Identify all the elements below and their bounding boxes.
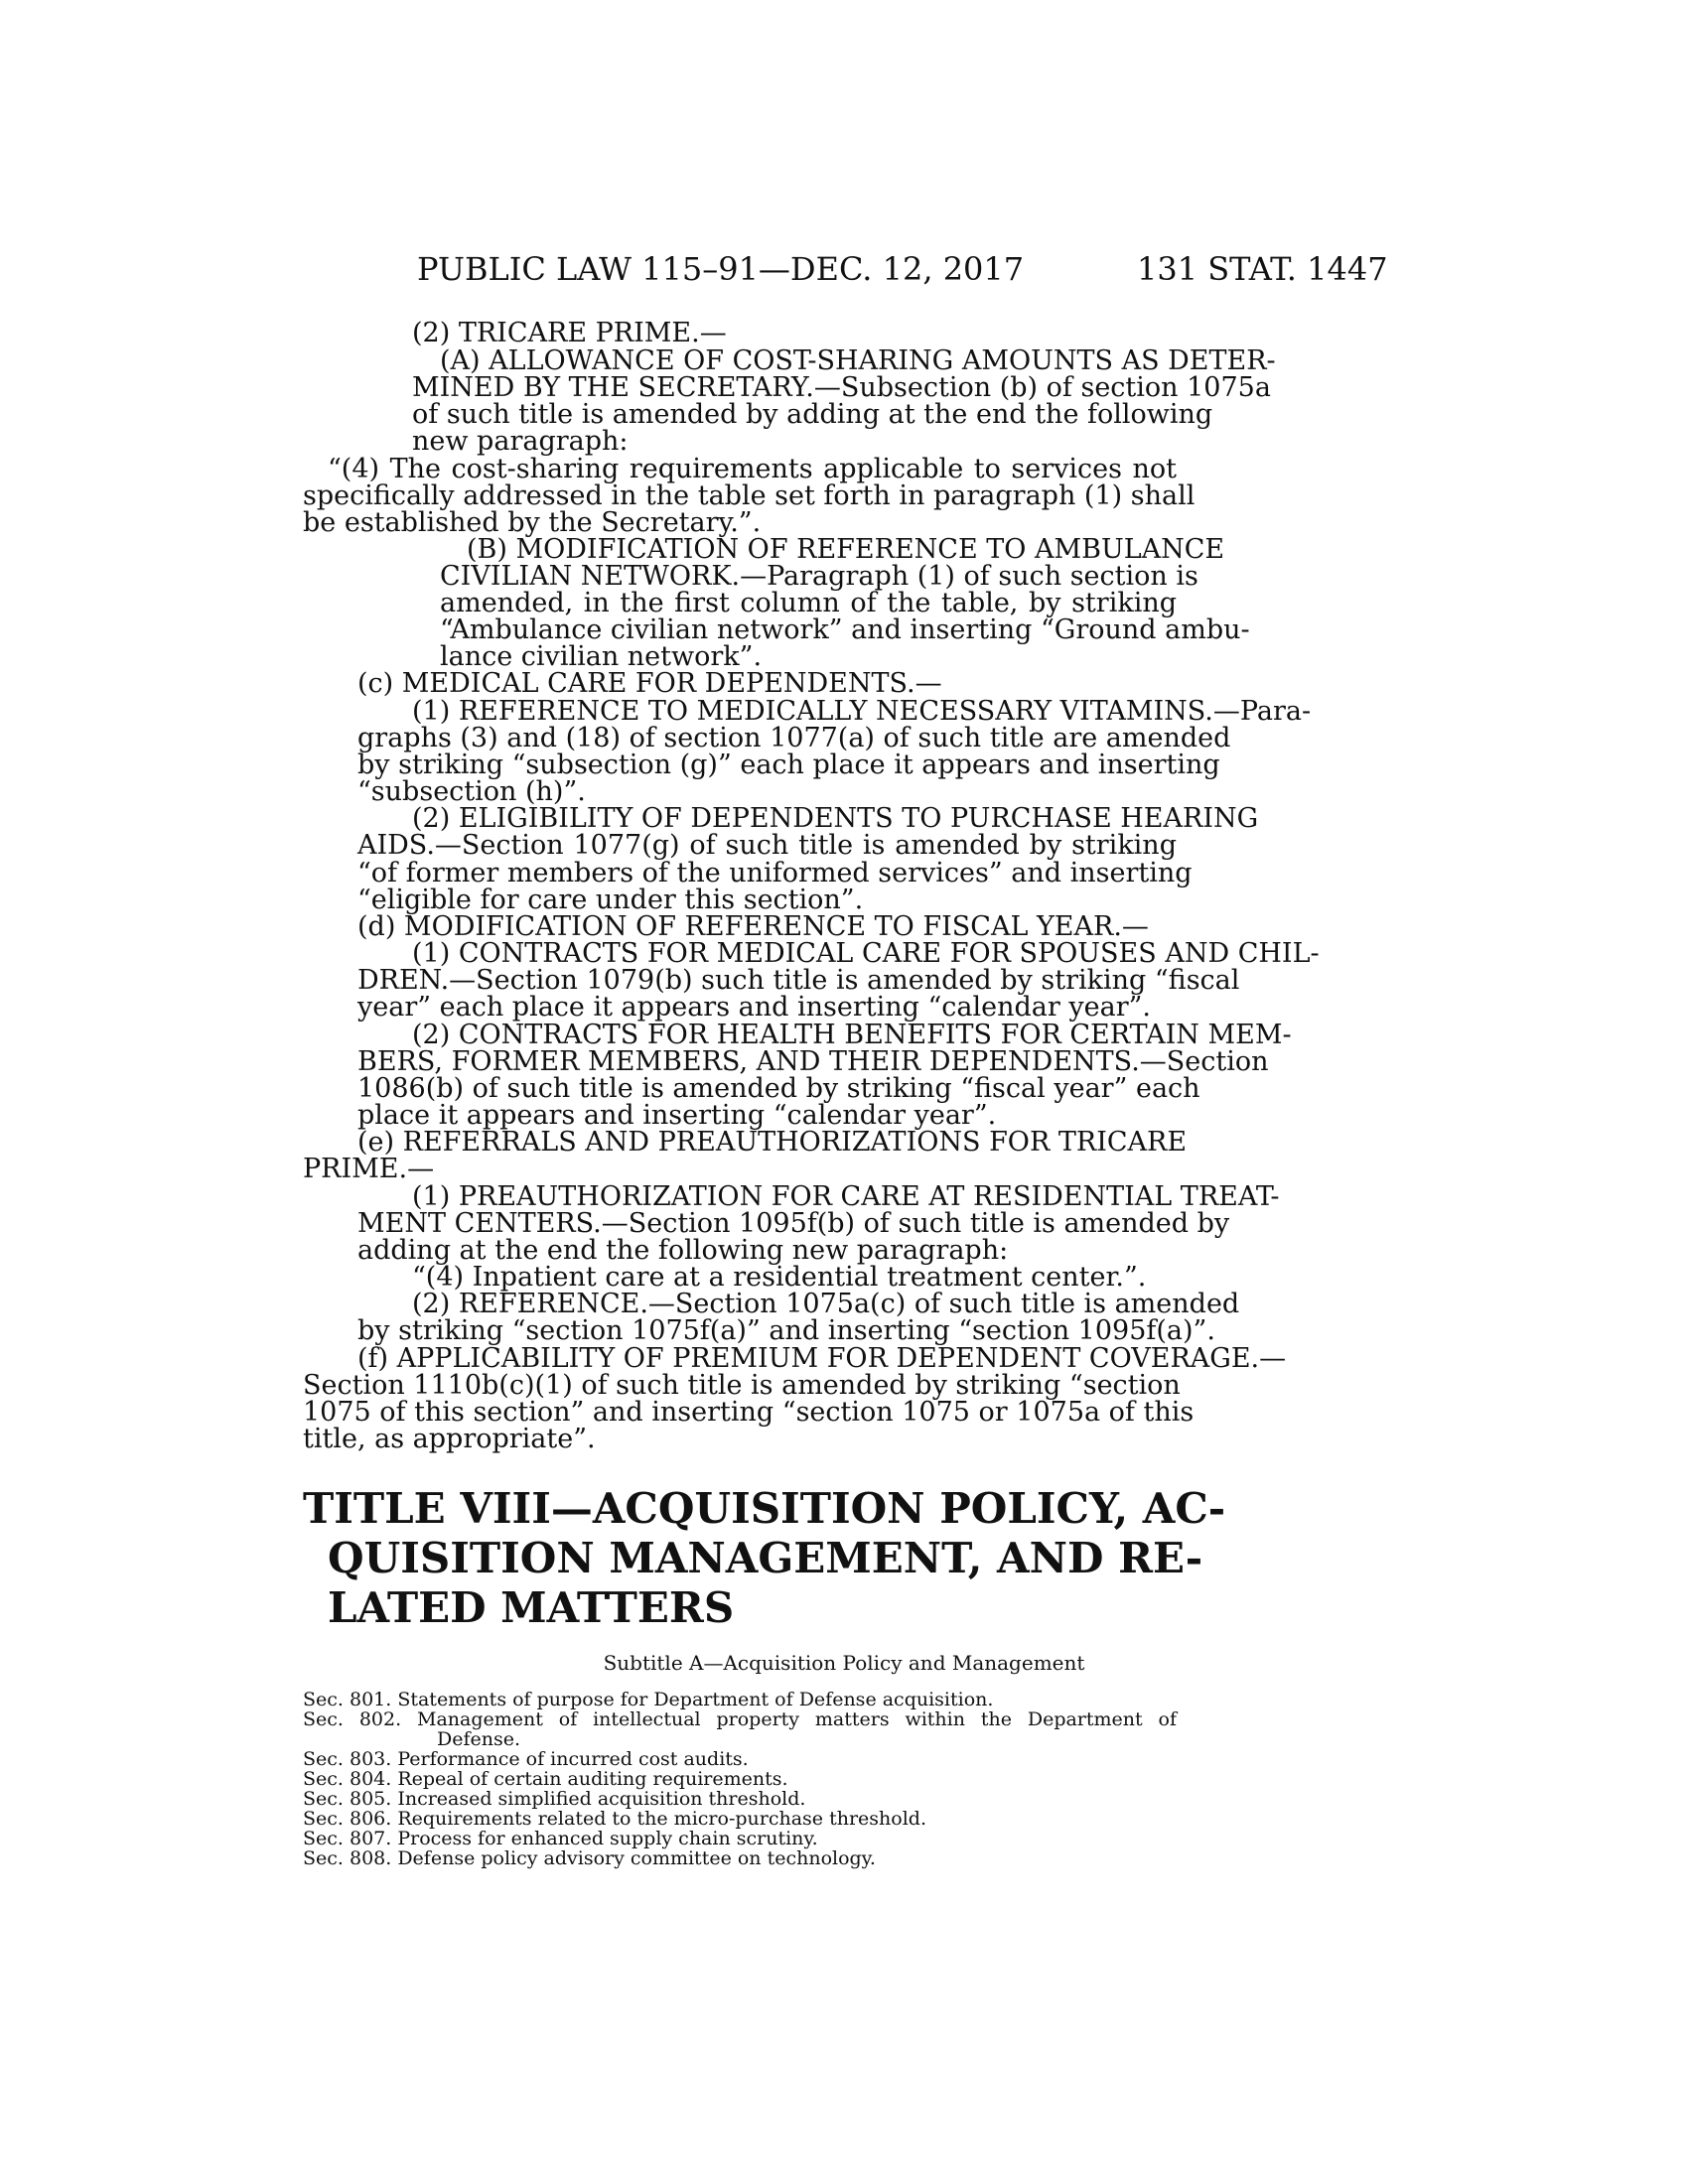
text-line: “of former members of the uniformed services” and inserting bbox=[357, 858, 1193, 888]
text-line: 1075 of this section” and inserting “section 1075 or 1075a of this bbox=[303, 1397, 1195, 1428]
text-line: of such title is amended by adding at the end the following bbox=[412, 399, 1213, 430]
text-line: DREN.—Section 1079(b) such title is amended by striking “fiscal bbox=[357, 965, 1240, 996]
text-line: (B) MODIFICATION OF REFERENCE TO AMBULANCE bbox=[467, 534, 1225, 565]
text-line: AIDS.—Section 1077(g) of such title is amended by striking bbox=[357, 830, 1177, 861]
text-line: Section 1110b(c)(1) of such title is amended by striking “section bbox=[303, 1370, 1181, 1401]
text-line: “eligible for care under this section”. bbox=[357, 885, 864, 915]
text-line: “(4) Inpatient care at a residential treatment center.”. bbox=[412, 1262, 1147, 1293]
text-line: year” each place it appears and inserting “calendar year”. bbox=[357, 992, 1152, 1023]
text-line: “(4) The cost-sharing requirements applicable to services not bbox=[328, 454, 1177, 484]
toc-entry: Sec. 805. Increased simplified acquisition threshold. bbox=[303, 1788, 806, 1810]
page-citation: 131 STAT. 1447 bbox=[1137, 250, 1388, 288]
text-line: (d) MODIFICATION OF REFERENCE TO FISCAL YEAR.— bbox=[357, 911, 1149, 942]
text-line: (e) REFERRALS AND PREAUTHORIZATIONS FOR TRICARE bbox=[357, 1127, 1188, 1158]
text-line: MINED BY THE SECRETARY.—Subsection (b) of section 1075a bbox=[412, 372, 1271, 403]
text-line: CIVILIAN NETWORK.—Paragraph (1) of such section is bbox=[440, 561, 1198, 592]
running-header: PUBLIC LAW 115–91—DEC. 12, 2017 bbox=[417, 250, 1025, 288]
toc-subtitle: Subtitle A—Acquisition Policy and Management bbox=[603, 1651, 1085, 1675]
text-line: MENT CENTERS.—Section 1095f(b) of such title is amended by bbox=[357, 1208, 1230, 1239]
text-line: (2) TRICARE PRIME.— bbox=[412, 318, 727, 348]
text-line: specifically addressed in the table set forth in paragraph (1) shall bbox=[303, 480, 1196, 511]
title-line: TITLE VIII—ACQUISITION POLICY, AC- bbox=[303, 1484, 1226, 1533]
toc-entry: Sec. 803. Performance of incurred cost audits. bbox=[303, 1748, 749, 1770]
toc-entry: Sec. 804. Repeal of certain auditing requirements. bbox=[303, 1768, 788, 1790]
text-line: graphs (3) and (18) of section 1077(a) of such title are amended bbox=[357, 723, 1231, 753]
toc-entry: Sec. 807. Process for enhanced supply chain scrutiny. bbox=[303, 1828, 818, 1849]
toc-entry: Sec. 801. Statements of purpose for Department of Defense acquisition. bbox=[303, 1689, 994, 1710]
toc-entry: Sec. 808. Defense policy advisory committee on technology. bbox=[303, 1847, 876, 1869]
text-line: by striking “section 1075f(a)” and inserting “section 1095f(a)”. bbox=[357, 1315, 1215, 1346]
text-line: new paragraph: bbox=[412, 426, 629, 457]
text-line: be established by the Secretary.”. bbox=[303, 507, 762, 538]
text-line: (2) REFERENCE.—Section 1075a(c) of such title is amended bbox=[412, 1289, 1240, 1319]
text-line: (1) CONTRACTS FOR MEDICAL CARE FOR SPOUSES AND CHIL- bbox=[412, 938, 1320, 969]
text-line: amended, in the first column of the table, by striking bbox=[440, 588, 1177, 618]
toc-entry: Sec. 802. Management of intellectual property matters within the Department of bbox=[303, 1708, 1177, 1730]
toc-entry: Defense. bbox=[437, 1728, 521, 1750]
text-line: 1086(b) of such title is amended by striking “fiscal year” each bbox=[357, 1073, 1200, 1104]
text-line: (c) MEDICAL CARE FOR DEPENDENTS.— bbox=[357, 668, 942, 699]
text-line: adding at the end the following new paragraph: bbox=[357, 1235, 1009, 1266]
text-line: (1) PREAUTHORIZATION FOR CARE AT RESIDENTIAL TREAT- bbox=[412, 1181, 1280, 1212]
text-line: “Ambulance civilian network” and inserting “Ground ambu- bbox=[440, 614, 1250, 645]
text-line: lance civilian network”. bbox=[440, 641, 763, 672]
title-line: QUISITION MANAGEMENT, AND RE- bbox=[328, 1534, 1203, 1582]
text-line: “subsection (h)”. bbox=[357, 776, 586, 807]
text-line: (A) ALLOWANCE OF COST-SHARING AMOUNTS AS DETER- bbox=[440, 345, 1276, 376]
text-line: BERS, FORMER MEMBERS, AND THEIR DEPENDENTS.—Section bbox=[357, 1046, 1269, 1077]
text-line: by striking “subsection (g)” each place it appears and inserting bbox=[357, 750, 1220, 780]
text-line: place it appears and inserting “calendar year”. bbox=[357, 1100, 997, 1131]
text-line: title, as appropriate”. bbox=[303, 1424, 596, 1454]
text-line: (1) REFERENCE TO MEDICALLY NECESSARY VITAMINS.—Para- bbox=[412, 696, 1312, 727]
text-line: (f) APPLICABILITY OF PREMIUM FOR DEPENDENT COVERAGE.— bbox=[357, 1343, 1287, 1374]
text-line: PRIME.— bbox=[303, 1154, 435, 1184]
text-line: (2) CONTRACTS FOR HEALTH BENEFITS FOR CERTAIN MEM- bbox=[412, 1020, 1292, 1050]
text-line: (2) ELIGIBILITY OF DEPENDENTS TO PURCHASE HEARING bbox=[412, 803, 1259, 834]
toc-entry: Sec. 806. Requirements related to the micro-purchase threshold. bbox=[303, 1808, 926, 1830]
title-line: LATED MATTERS bbox=[328, 1583, 735, 1632]
